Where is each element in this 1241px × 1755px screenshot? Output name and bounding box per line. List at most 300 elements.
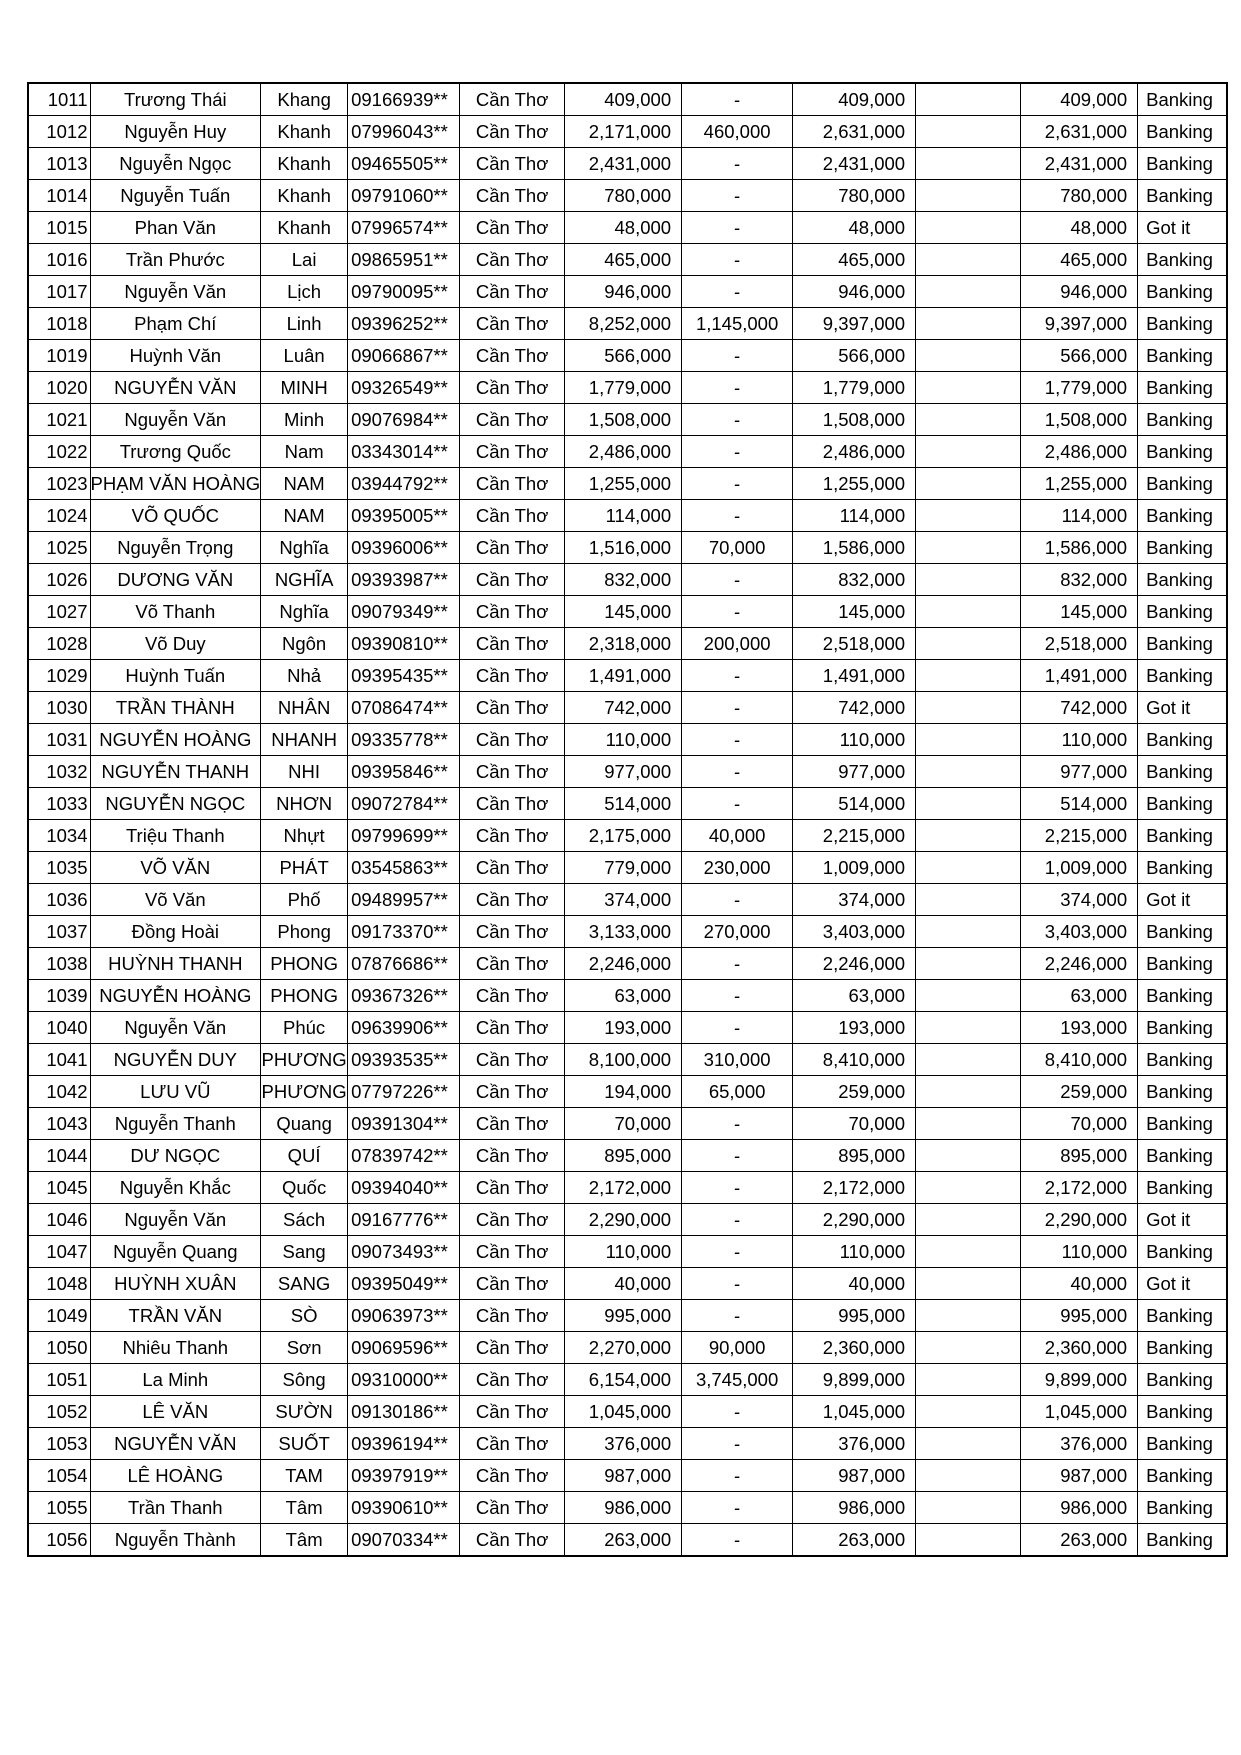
- amount-cell: 465,000: [565, 244, 682, 276]
- first-name-cell: Tâm: [261, 1524, 348, 1557]
- amount-cell: 263,000: [565, 1524, 682, 1557]
- blank-cell: [916, 1108, 1021, 1140]
- bonus-cell: -: [682, 788, 793, 820]
- bonus-cell: 310,000: [682, 1044, 793, 1076]
- subtotal-cell: 2,172,000: [793, 1172, 916, 1204]
- amount-cell: 40,000: [565, 1268, 682, 1300]
- total-cell: 1,586,000: [1021, 532, 1138, 564]
- bonus-cell: -: [682, 1428, 793, 1460]
- bonus-cell: -: [682, 660, 793, 692]
- subtotal-cell: 1,586,000: [793, 532, 916, 564]
- first-name-cell: TAM: [261, 1460, 348, 1492]
- table-row: [28, 116, 1227, 148]
- payment-method-cell: Banking: [1138, 116, 1227, 148]
- subtotal-cell: 376,000: [793, 1428, 916, 1460]
- total-cell: 2,360,000: [1021, 1332, 1138, 1364]
- row-number-cell: 1022: [28, 436, 90, 468]
- total-cell: 1,045,000: [1021, 1396, 1138, 1428]
- subtotal-cell: 995,000: [793, 1300, 916, 1332]
- bonus-cell: 230,000: [682, 852, 793, 884]
- first-name-cell: SƯỜN: [261, 1396, 348, 1428]
- subtotal-cell: 409,000: [793, 83, 916, 116]
- row-number-cell: 1016: [28, 244, 90, 276]
- last-middle-name-cell: NGUYỄN HOÀNG: [90, 980, 261, 1012]
- first-name-cell: Nhựt: [261, 820, 348, 852]
- total-cell: 1,009,000: [1021, 852, 1138, 884]
- phone-number-cell: 09173370**: [348, 916, 460, 948]
- amount-cell: 2,486,000: [565, 436, 682, 468]
- payment-method-cell: Banking: [1138, 500, 1227, 532]
- total-cell: 409,000: [1021, 83, 1138, 116]
- table-row: [28, 180, 1227, 212]
- table-row: [28, 1140, 1227, 1172]
- amount-cell: 48,000: [565, 212, 682, 244]
- last-middle-name-cell: Nguyễn Thanh: [90, 1108, 261, 1140]
- subtotal-cell: 987,000: [793, 1460, 916, 1492]
- amount-cell: 995,000: [565, 1300, 682, 1332]
- table-row: [28, 1524, 1227, 1557]
- city-cell: Cần Thơ: [460, 308, 565, 340]
- table-row: [28, 276, 1227, 308]
- first-name-cell: MINH: [261, 372, 348, 404]
- payment-method-cell: Banking: [1138, 436, 1227, 468]
- row-number-cell: 1018: [28, 308, 90, 340]
- subtotal-cell: 2,486,000: [793, 436, 916, 468]
- amount-cell: 1,255,000: [565, 468, 682, 500]
- total-cell: 2,486,000: [1021, 436, 1138, 468]
- bonus-cell: -: [682, 468, 793, 500]
- subtotal-cell: 1,045,000: [793, 1396, 916, 1428]
- phone-number-cell: 09865951**: [348, 244, 460, 276]
- bonus-cell: -: [682, 1172, 793, 1204]
- city-cell: Cần Thơ: [460, 436, 565, 468]
- total-cell: 114,000: [1021, 500, 1138, 532]
- phone-number-cell: 09367326**: [348, 980, 460, 1012]
- last-middle-name-cell: Nhiêu Thanh: [90, 1332, 261, 1364]
- subtotal-cell: 3,403,000: [793, 916, 916, 948]
- last-middle-name-cell: Nguyễn Thành: [90, 1524, 261, 1557]
- table-row: [28, 756, 1227, 788]
- city-cell: Cần Thơ: [460, 244, 565, 276]
- row-number-cell: 1035: [28, 852, 90, 884]
- blank-cell: [916, 180, 1021, 212]
- row-number-cell: 1019: [28, 340, 90, 372]
- city-cell: Cần Thơ: [460, 948, 565, 980]
- blank-cell: [916, 980, 1021, 1012]
- subtotal-cell: 832,000: [793, 564, 916, 596]
- city-cell: Cần Thơ: [460, 916, 565, 948]
- amount-cell: 70,000: [565, 1108, 682, 1140]
- total-cell: 995,000: [1021, 1300, 1138, 1332]
- subtotal-cell: 70,000: [793, 1108, 916, 1140]
- phone-number-cell: 09390610**: [348, 1492, 460, 1524]
- first-name-cell: NHANH: [261, 724, 348, 756]
- first-name-cell: Khanh: [261, 180, 348, 212]
- amount-cell: 1,491,000: [565, 660, 682, 692]
- city-cell: Cần Thơ: [460, 756, 565, 788]
- city-cell: Cần Thơ: [460, 1268, 565, 1300]
- subtotal-cell: 193,000: [793, 1012, 916, 1044]
- last-middle-name-cell: NGUYỄN VĂN: [90, 372, 261, 404]
- bonus-cell: -: [682, 212, 793, 244]
- blank-cell: [916, 916, 1021, 948]
- table-row: [28, 1300, 1227, 1332]
- first-name-cell: Nam: [261, 436, 348, 468]
- subtotal-cell: 8,410,000: [793, 1044, 916, 1076]
- row-number-cell: 1037: [28, 916, 90, 948]
- blank-cell: [916, 500, 1021, 532]
- subtotal-cell: 986,000: [793, 1492, 916, 1524]
- city-cell: Cần Thơ: [460, 372, 565, 404]
- total-cell: 1,779,000: [1021, 372, 1138, 404]
- total-cell: 193,000: [1021, 1012, 1138, 1044]
- city-cell: Cần Thơ: [460, 1204, 565, 1236]
- city-cell: Cần Thơ: [460, 1428, 565, 1460]
- table-row: [28, 1076, 1227, 1108]
- last-middle-name-cell: Nguyễn Quang: [90, 1236, 261, 1268]
- payment-method-cell: Banking: [1138, 372, 1227, 404]
- total-cell: 2,215,000: [1021, 820, 1138, 852]
- total-cell: 376,000: [1021, 1428, 1138, 1460]
- total-cell: 9,397,000: [1021, 308, 1138, 340]
- subtotal-cell: 114,000: [793, 500, 916, 532]
- last-middle-name-cell: Triệu Thanh: [90, 820, 261, 852]
- city-cell: Cần Thơ: [460, 628, 565, 660]
- blank-cell: [916, 116, 1021, 148]
- city-cell: Cần Thơ: [460, 212, 565, 244]
- table-row: [28, 212, 1227, 244]
- payment-method-cell: Banking: [1138, 1172, 1227, 1204]
- bonus-cell: 1,145,000: [682, 308, 793, 340]
- first-name-cell: PHONG: [261, 948, 348, 980]
- city-cell: Cần Thơ: [460, 1140, 565, 1172]
- amount-cell: 409,000: [565, 83, 682, 116]
- first-name-cell: Linh: [261, 308, 348, 340]
- phone-number-cell: 09073493**: [348, 1236, 460, 1268]
- amount-cell: 832,000: [565, 564, 682, 596]
- bonus-cell: -: [682, 724, 793, 756]
- total-cell: 1,491,000: [1021, 660, 1138, 692]
- city-cell: Cần Thơ: [460, 1492, 565, 1524]
- blank-cell: [916, 532, 1021, 564]
- row-number-cell: 1027: [28, 596, 90, 628]
- row-number-cell: 1032: [28, 756, 90, 788]
- payment-method-cell: Banking: [1138, 852, 1227, 884]
- subtotal-cell: 1,255,000: [793, 468, 916, 500]
- first-name-cell: PHƯƠNG: [261, 1044, 348, 1076]
- table-row: [28, 1172, 1227, 1204]
- bonus-cell: -: [682, 500, 793, 532]
- first-name-cell: NAM: [261, 468, 348, 500]
- table-row: [28, 692, 1227, 724]
- blank-cell: [916, 372, 1021, 404]
- last-middle-name-cell: Nguyễn Huy: [90, 116, 261, 148]
- phone-number-cell: 03944792**: [348, 468, 460, 500]
- last-middle-name-cell: TRẦN THÀNH: [90, 692, 261, 724]
- phone-number-cell: 09393535**: [348, 1044, 460, 1076]
- blank-cell: [916, 628, 1021, 660]
- table-row: [28, 1108, 1227, 1140]
- subtotal-cell: 2,631,000: [793, 116, 916, 148]
- table-row: [28, 244, 1227, 276]
- bonus-cell: 70,000: [682, 532, 793, 564]
- first-name-cell: PHONG: [261, 980, 348, 1012]
- row-number-cell: 1056: [28, 1524, 90, 1557]
- phone-number-cell: 07086474**: [348, 692, 460, 724]
- last-middle-name-cell: Nguyễn Ngọc: [90, 148, 261, 180]
- payment-method-cell: Banking: [1138, 820, 1227, 852]
- phone-number-cell: 09396194**: [348, 1428, 460, 1460]
- phone-number-cell: 09390810**: [348, 628, 460, 660]
- table-row: [28, 468, 1227, 500]
- blank-cell: [916, 1236, 1021, 1268]
- bonus-cell: -: [682, 436, 793, 468]
- table-row: [28, 372, 1227, 404]
- last-middle-name-cell: LƯU VŨ: [90, 1076, 261, 1108]
- table-row: [28, 404, 1227, 436]
- table-row: [28, 820, 1227, 852]
- phone-number-cell: 03343014**: [348, 436, 460, 468]
- phone-number-cell: 09394040**: [348, 1172, 460, 1204]
- first-name-cell: Lai: [261, 244, 348, 276]
- payment-method-cell: Banking: [1138, 276, 1227, 308]
- subtotal-cell: 374,000: [793, 884, 916, 916]
- row-number-cell: 1021: [28, 404, 90, 436]
- first-name-cell: SÒ: [261, 1300, 348, 1332]
- payment-method-cell: Banking: [1138, 948, 1227, 980]
- bonus-cell: -: [682, 884, 793, 916]
- city-cell: Cần Thơ: [460, 180, 565, 212]
- last-middle-name-cell: Phạm Chí: [90, 308, 261, 340]
- phone-number-cell: 09070334**: [348, 1524, 460, 1557]
- bonus-cell: -: [682, 1108, 793, 1140]
- row-number-cell: 1030: [28, 692, 90, 724]
- blank-cell: [916, 724, 1021, 756]
- last-middle-name-cell: HUỲNH THANH: [90, 948, 261, 980]
- payment-method-cell: Got it: [1138, 1268, 1227, 1300]
- city-cell: Cần Thơ: [460, 724, 565, 756]
- bonus-cell: -: [682, 596, 793, 628]
- first-name-cell: Ngôn: [261, 628, 348, 660]
- row-number-cell: 1026: [28, 564, 90, 596]
- amount-cell: 63,000: [565, 980, 682, 1012]
- bonus-cell: 270,000: [682, 916, 793, 948]
- bonus-cell: -: [682, 1268, 793, 1300]
- total-cell: 1,255,000: [1021, 468, 1138, 500]
- row-number-cell: 1045: [28, 1172, 90, 1204]
- blank-cell: [916, 564, 1021, 596]
- bonus-cell: 3,745,000: [682, 1364, 793, 1396]
- payment-method-cell: Banking: [1138, 1140, 1227, 1172]
- phone-number-cell: 07996574**: [348, 212, 460, 244]
- last-middle-name-cell: Võ Thanh: [90, 596, 261, 628]
- table-row: [28, 500, 1227, 532]
- phone-number-cell: 09396252**: [348, 308, 460, 340]
- last-middle-name-cell: NGUYỄN HOÀNG: [90, 724, 261, 756]
- phone-number-cell: 09079349**: [348, 596, 460, 628]
- city-cell: Cần Thơ: [460, 500, 565, 532]
- amount-cell: 742,000: [565, 692, 682, 724]
- city-cell: Cần Thơ: [460, 660, 565, 692]
- last-middle-name-cell: Võ Văn: [90, 884, 261, 916]
- blank-cell: [916, 1492, 1021, 1524]
- bonus-cell: -: [682, 1524, 793, 1557]
- city-cell: Cần Thơ: [460, 596, 565, 628]
- city-cell: Cần Thơ: [460, 884, 565, 916]
- last-middle-name-cell: VÕ VĂN: [90, 852, 261, 884]
- first-name-cell: Sơn: [261, 1332, 348, 1364]
- first-name-cell: Quang: [261, 1108, 348, 1140]
- row-number-cell: 1017: [28, 276, 90, 308]
- phone-number-cell: 09335778**: [348, 724, 460, 756]
- subtotal-cell: 110,000: [793, 724, 916, 756]
- blank-cell: [916, 276, 1021, 308]
- row-number-cell: 1023: [28, 468, 90, 500]
- row-number-cell: 1033: [28, 788, 90, 820]
- last-middle-name-cell: DƯ NGỌC: [90, 1140, 261, 1172]
- total-cell: 986,000: [1021, 1492, 1138, 1524]
- amount-cell: 6,154,000: [565, 1364, 682, 1396]
- row-number-cell: 1034: [28, 820, 90, 852]
- row-number-cell: 1049: [28, 1300, 90, 1332]
- payment-method-cell: Got it: [1138, 1204, 1227, 1236]
- total-cell: 63,000: [1021, 980, 1138, 1012]
- amount-cell: 194,000: [565, 1076, 682, 1108]
- phone-number-cell: 09076984**: [348, 404, 460, 436]
- first-name-cell: SUỐT: [261, 1428, 348, 1460]
- city-cell: Cần Thơ: [460, 83, 565, 116]
- city-cell: Cần Thơ: [460, 1460, 565, 1492]
- bonus-cell: -: [682, 276, 793, 308]
- table-row: [28, 1364, 1227, 1396]
- subtotal-cell: 946,000: [793, 276, 916, 308]
- payment-method-cell: Banking: [1138, 1460, 1227, 1492]
- table-row: [28, 980, 1227, 1012]
- total-cell: 987,000: [1021, 1460, 1138, 1492]
- row-number-cell: 1028: [28, 628, 90, 660]
- last-middle-name-cell: Võ Duy: [90, 628, 261, 660]
- bonus-cell: -: [682, 404, 793, 436]
- total-cell: 2,518,000: [1021, 628, 1138, 660]
- blank-cell: [916, 1332, 1021, 1364]
- first-name-cell: NHƠN: [261, 788, 348, 820]
- payment-method-cell: Got it: [1138, 212, 1227, 244]
- phone-number-cell: 07839742**: [348, 1140, 460, 1172]
- first-name-cell: Khanh: [261, 148, 348, 180]
- table-row: [28, 1332, 1227, 1364]
- payment-method-cell: Banking: [1138, 148, 1227, 180]
- table-row: [28, 1204, 1227, 1236]
- last-middle-name-cell: Trương Quốc: [90, 436, 261, 468]
- bonus-cell: -: [682, 1204, 793, 1236]
- subtotal-cell: 742,000: [793, 692, 916, 724]
- blank-cell: [916, 1172, 1021, 1204]
- amount-cell: 2,318,000: [565, 628, 682, 660]
- row-number-cell: 1014: [28, 180, 90, 212]
- phone-number-cell: 09072784**: [348, 788, 460, 820]
- bonus-cell: -: [682, 244, 793, 276]
- subtotal-cell: 2,290,000: [793, 1204, 916, 1236]
- last-middle-name-cell: PHẠM VĂN HOÀNG: [90, 468, 261, 500]
- payment-method-cell: Banking: [1138, 1108, 1227, 1140]
- first-name-cell: Sách: [261, 1204, 348, 1236]
- first-name-cell: QUÍ: [261, 1140, 348, 1172]
- last-middle-name-cell: Huỳnh Tuấn: [90, 660, 261, 692]
- last-middle-name-cell: NGUYỄN VĂN: [90, 1428, 261, 1460]
- subtotal-cell: 63,000: [793, 980, 916, 1012]
- last-middle-name-cell: NGUYỄN THANH: [90, 756, 261, 788]
- subtotal-cell: 1,009,000: [793, 852, 916, 884]
- row-number-cell: 1048: [28, 1268, 90, 1300]
- payment-method-cell: Banking: [1138, 1492, 1227, 1524]
- amount-cell: 514,000: [565, 788, 682, 820]
- row-number-cell: 1025: [28, 532, 90, 564]
- amount-cell: 566,000: [565, 340, 682, 372]
- table-row: [28, 948, 1227, 980]
- city-cell: Cần Thơ: [460, 1396, 565, 1428]
- blank-cell: [916, 404, 1021, 436]
- phone-number-cell: 09069596**: [348, 1332, 460, 1364]
- bonus-cell: 460,000: [682, 116, 793, 148]
- payment-method-cell: Banking: [1138, 596, 1227, 628]
- phone-number-cell: 09790095**: [348, 276, 460, 308]
- amount-cell: 2,175,000: [565, 820, 682, 852]
- blank-cell: [916, 1300, 1021, 1332]
- total-cell: 40,000: [1021, 1268, 1138, 1300]
- subtotal-cell: 780,000: [793, 180, 916, 212]
- total-cell: 374,000: [1021, 884, 1138, 916]
- bonus-cell: -: [682, 948, 793, 980]
- first-name-cell: Nghĩa: [261, 596, 348, 628]
- row-number-cell: 1053: [28, 1428, 90, 1460]
- city-cell: Cần Thơ: [460, 1012, 565, 1044]
- payment-method-cell: Banking: [1138, 756, 1227, 788]
- payment-method-cell: Banking: [1138, 1396, 1227, 1428]
- subtotal-cell: 40,000: [793, 1268, 916, 1300]
- payment-method-cell: Banking: [1138, 1044, 1227, 1076]
- city-cell: Cần Thơ: [460, 276, 565, 308]
- first-name-cell: Quốc: [261, 1172, 348, 1204]
- total-cell: 48,000: [1021, 212, 1138, 244]
- city-cell: Cần Thơ: [460, 1236, 565, 1268]
- amount-cell: 114,000: [565, 500, 682, 532]
- phone-number-cell: 09465505**: [348, 148, 460, 180]
- amount-cell: 110,000: [565, 1236, 682, 1268]
- row-number-cell: 1038: [28, 948, 90, 980]
- payment-method-cell: Banking: [1138, 244, 1227, 276]
- city-cell: Cần Thơ: [460, 404, 565, 436]
- total-cell: 566,000: [1021, 340, 1138, 372]
- subtotal-cell: 110,000: [793, 1236, 916, 1268]
- total-cell: 832,000: [1021, 564, 1138, 596]
- bonus-cell: -: [682, 1236, 793, 1268]
- first-name-cell: Khanh: [261, 212, 348, 244]
- total-cell: 70,000: [1021, 1108, 1138, 1140]
- blank-cell: [916, 468, 1021, 500]
- first-name-cell: Phong: [261, 916, 348, 948]
- first-name-cell: Phố: [261, 884, 348, 916]
- subtotal-cell: 1,508,000: [793, 404, 916, 436]
- payment-method-cell: Banking: [1138, 1012, 1227, 1044]
- blank-cell: [916, 83, 1021, 116]
- row-number-cell: 1036: [28, 884, 90, 916]
- subtotal-cell: 2,518,000: [793, 628, 916, 660]
- last-middle-name-cell: Phan Văn: [90, 212, 261, 244]
- subtotal-cell: 48,000: [793, 212, 916, 244]
- blank-cell: [916, 692, 1021, 724]
- table-row: [28, 628, 1227, 660]
- table-row: [28, 660, 1227, 692]
